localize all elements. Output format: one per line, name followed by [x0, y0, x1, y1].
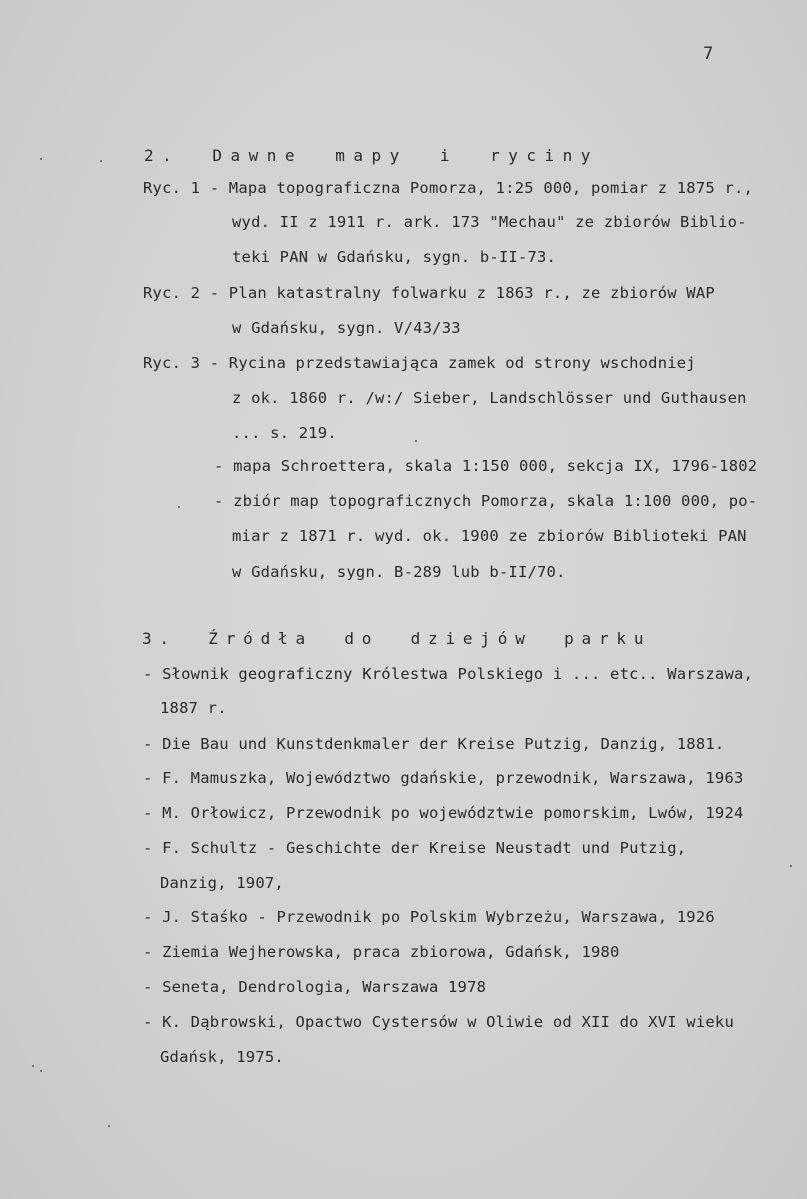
- text-line: - Słownik geograficzny Królestwa Polskiego i ... etc.. Warszawa,: [143, 665, 754, 683]
- paper-speck: [790, 865, 792, 867]
- text-line: Ryc. 1 - Mapa topograficzna Pomorza, 1:25 000, pomiar z 1875 r.,: [143, 179, 754, 197]
- paper-speck: [108, 1125, 110, 1127]
- paper-speck: [32, 1065, 34, 1067]
- text-line: Danzig, 1907,: [160, 874, 284, 892]
- text-line: 1887 r.: [160, 699, 227, 717]
- page-number: 7: [703, 44, 714, 64]
- section-heading-sources: 3. Źródła do dziejów parku: [142, 629, 652, 648]
- text-line: - zbiór map topograficznych Pomorza, skala 1:100 000, po-: [214, 492, 758, 510]
- text-line: w Gdańsku, sygn. V/43/33: [232, 319, 461, 337]
- text-line: miar z 1871 r. wyd. ok. 1900 ze zbiorów Biblioteki PAN: [232, 527, 747, 545]
- text-line: w Gdańsku, sygn. B-289 lub b-II/70.: [232, 563, 566, 581]
- text-line: wyd. II z 1911 r. ark. 173 "Mechau" ze zbiorów Biblio-: [232, 213, 747, 231]
- text-line: - K. Dąbrowski, Opactwo Cystersów w Oliwie od XII do XVI wieku: [143, 1013, 734, 1031]
- text-line: ... s. 219.: [232, 424, 337, 442]
- text-line: Gdańsk, 1975.: [160, 1048, 284, 1066]
- text-line: - Seneta, Dendrologia, Warszawa 1978: [143, 978, 487, 996]
- text-line: - mapa Schroettera, skala 1:150 000, sekcja IX, 1796-1802: [214, 457, 758, 475]
- text-line: - F. Mamuszka, Województwo gdańskie, przewodnik, Warszawa, 1963: [143, 769, 744, 787]
- text-line: - F. Schultz - Geschichte der Kreise Neustadt und Putzig,: [143, 839, 687, 857]
- text-line: teki PAN w Gdańsku, sygn. b-II-73.: [232, 248, 557, 266]
- text-line: - M. Orłowicz, Przewodnik po województwie pomorskim, Lwów, 1924: [143, 804, 744, 822]
- text-line: Ryc. 2 - Plan katastralny folwarku z 1863 r., ze zbiorów WAP: [143, 284, 715, 302]
- paper-speck: [100, 160, 102, 162]
- text-line: - Ziemia Wejherowska, praca zbiorowa, Gdańsk, 1980: [143, 943, 620, 961]
- paper-speck: [40, 158, 42, 160]
- paper-speck: [178, 506, 180, 508]
- text-line: - J. Staśko - Przewodnik po Polskim Wybrzeżu, Warszawa, 1926: [143, 908, 715, 926]
- paper-speck: [415, 440, 417, 442]
- section-heading-maps: 2. Dawne mapy i ryciny: [144, 146, 599, 165]
- text-line: - Die Bau und Kunstdenkmaler der Kreise Putzig, Danzig, 1881.: [143, 735, 725, 753]
- text-line: Ryc. 3 - Rycina przedstawiająca zamek od strony wschodniej: [143, 354, 696, 372]
- text-line: z ok. 1860 r. /w:/ Sieber, Landschlösser und Guthausen: [232, 389, 747, 407]
- paper-speck: [40, 1070, 42, 1072]
